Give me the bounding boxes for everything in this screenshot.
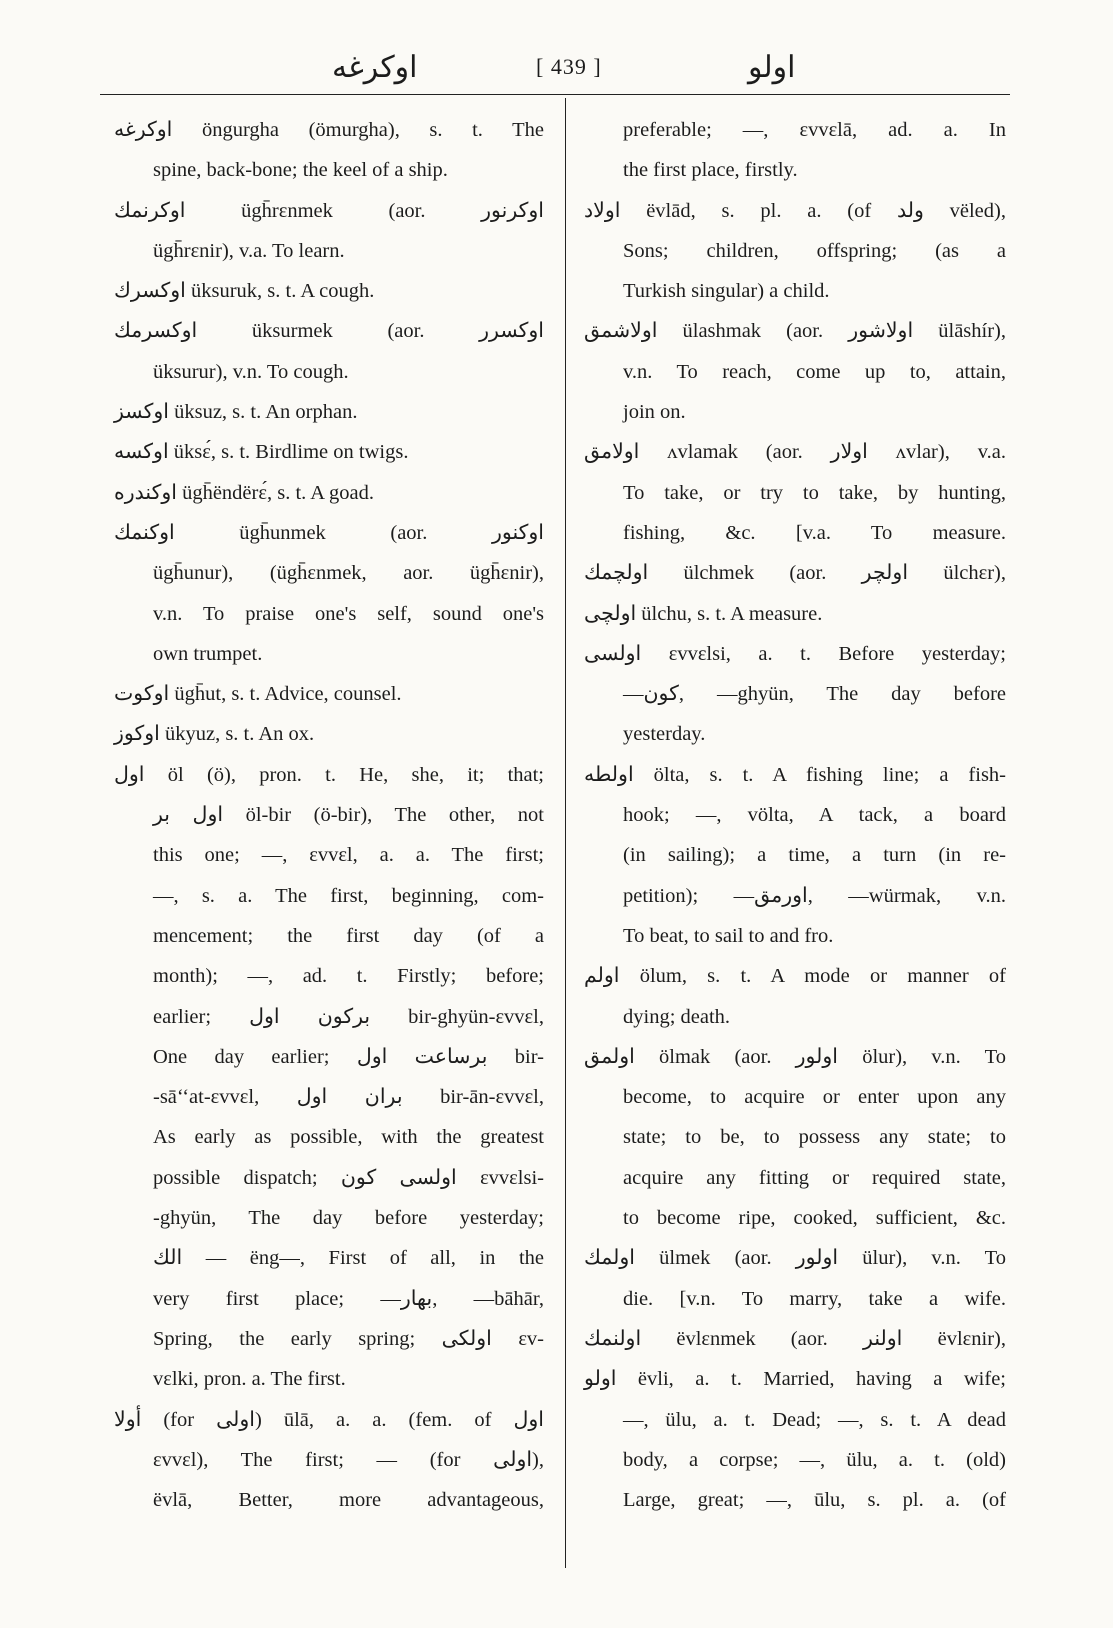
entry-line: preferable; —, ɛvvɛlā, ad. a. In	[623, 119, 1006, 141]
page-number: [ 439 ]	[536, 54, 602, 79]
header-left-word: اوكرغه	[332, 51, 418, 84]
entry-line: Spring, the early spring; اولكى ɛv-	[153, 1327, 545, 1350]
entry-line: اولچمك ülchmek (aor. اولچر ülchɛr),	[584, 562, 1006, 585]
entry-line: possible dispatch; اولسى كون ɛvvɛlsi-	[153, 1166, 544, 1189]
entry-line: اولامق ʌvlamak (aor. اولار ʌvlar), v.a.	[584, 441, 1006, 464]
entry-line: اولسى ɛvvɛlsi, a. t. Before yesterday;	[584, 642, 1006, 665]
entry-line: اول بر öl-bir (ö-bir), The other, not	[153, 804, 544, 827]
entry-line: üksurur), v.n. To cough.	[153, 360, 349, 383]
entry-line: ɛvvɛl), The first; — (for اولى),	[153, 1448, 544, 1471]
entry-line: اول öl (ö), pron. t. He, she, it; that;	[114, 763, 544, 786]
entry-line: —كون, —ghyün, The day before	[623, 683, 1006, 706]
entry-line: yesterday.	[623, 723, 706, 746]
entry-line: acquire any fitting or required state,	[623, 1166, 1006, 1189]
entry-line: اولاشمق ülashmak (aor. اولاشور ülāshír),	[584, 320, 1006, 343]
entry-line: Large, great; —, ūlu, s. pl. a. (of	[623, 1489, 1006, 1512]
entry-line: die. [v.n. To marry, take a wife.	[623, 1287, 1006, 1310]
entry-line: اولو ëvli, a. t. Married, having a wife;	[584, 1368, 1006, 1391]
entry-line: اوكسرك üksuruk, s. t. A cough.	[114, 280, 375, 303]
entry-line: اولطه ölta, s. t. A fishing line; a fish-	[584, 763, 1006, 786]
entry-line: الك — ëng—, First of all, in the	[153, 1247, 544, 1270]
entry-line: One day earlier; برساعت اول bir-	[153, 1045, 544, 1068]
entry-line: اوكنمك ügh̄unmek (aor. اوكنور	[114, 521, 544, 544]
left-column	[114, 110, 544, 1520]
entry-line: Turkish singular) a child.	[623, 280, 830, 303]
column-divider	[565, 98, 566, 1568]
entry-line: Sons; children, offspring; (as a	[623, 239, 1006, 262]
entry-line: —, s. a. The first, beginning, com-	[153, 884, 544, 907]
entry-line: اولمك ülmek (aor. اولور ülur), v.n. To	[584, 1247, 1006, 1270]
entry-line: -ghyün, The day before yesterday;	[153, 1207, 544, 1230]
entry-line: اوكرنمك ügh̄rɛnmek (aor. اوكرنور	[114, 199, 544, 222]
entry-line: اوكسرمك üksurmek (aor. اوكسرر	[114, 320, 544, 343]
entry-line: اوكرغه öngurgha (ömurgha), s. t. The	[114, 119, 544, 141]
entry-line: month); —, ad. t. Firstly; before;	[153, 965, 544, 988]
entry-line: To take, or try to take, by hunting,	[623, 481, 1006, 504]
entry-line: body, a corpse; —, ülu, a. t. (old)	[623, 1448, 1006, 1471]
entry-line: to become ripe, cooked, sufficient, &c.	[623, 1207, 1006, 1230]
entry-line: very first place; —بهار, —bāhār,	[153, 1287, 544, 1310]
entry-line: As early as possible, with the greatest	[153, 1126, 544, 1149]
entry-line: اولاد ëvlād, s. pl. a. (of ولد vëled),	[584, 199, 1006, 222]
entry-line: join on.	[623, 401, 686, 424]
entry-line: اولمق ölmak (aor. اولور ölur), v.n. To	[584, 1045, 1006, 1068]
entry-line: this one; —, ɛvvɛl, a. a. The first;	[153, 844, 544, 867]
entry-line: اوكوز ükyuz, s. t. An ox.	[114, 723, 315, 746]
entry-line: —, ülu, a. t. Dead; —, s. t. A dead	[623, 1408, 1006, 1431]
entry-line: v.n. To reach, come up to, attain,	[623, 360, 1006, 383]
entry-line: v.n. To praise one's self, sound one's	[153, 602, 544, 625]
page-header	[100, 44, 1010, 95]
right-column	[584, 110, 1006, 1520]
entry-line: own trumpet.	[153, 642, 263, 665]
entry-line: earlier; بركون اول bir-ghyün-ɛvvɛl,	[153, 1005, 544, 1028]
entry-line: أولا (for اولى) ūlā, a. a. (fem. of اول	[114, 1408, 544, 1431]
entry-line: (in sailing); a time, a turn (in re-	[623, 844, 1006, 867]
entry-line: اوكوت ügh̄ut, s. t. Advice, counsel.	[114, 683, 402, 706]
entry-line: ëvlā, Better, more advantageous,	[153, 1489, 544, 1512]
entry-line: اولنمك ëvlɛnmek (aor. اولنر ëvlɛnir),	[584, 1327, 1006, 1350]
entry-line: اوكسه üksɛ́, s. t. Birdlime on twigs.	[114, 441, 409, 464]
entry-line: اوكندره ügh̄ëndërɛ́, s. t. A goad.	[114, 481, 375, 504]
entry-line: fishing, &c. [v.a. To measure.	[623, 521, 1006, 544]
entry-line: -sā‘‘at-ɛvvɛl, بران اول bir-ān-ɛvvɛl,	[153, 1086, 545, 1109]
entry-line: dying; death.	[623, 1005, 731, 1028]
entry-line: the first place, firstly.	[623, 159, 798, 182]
header-right-word: اولو	[748, 51, 796, 84]
entry-line: vɛlki, pron. a. The first.	[153, 1368, 346, 1391]
entry-line: ügh̄unur), (ügh̄ɛnmek, aor. ügh̄ɛnir),	[153, 562, 544, 585]
entry-line: hook; —, völta, A tack, a board	[623, 804, 1006, 827]
entry-line: petition); —اورمق, —würmak, v.n.	[623, 884, 1006, 907]
entry-line: state; to be, to possess any state; to	[623, 1126, 1006, 1149]
entry-line: To beat, to sail to and fro.	[623, 924, 834, 947]
entry-line: spine, back-bone; the keel of a ship.	[153, 159, 448, 182]
entry-line: اوكسز üksuz, s. t. An orphan.	[114, 401, 358, 424]
entry-line: become, to acquire or enter upon any	[623, 1086, 1006, 1109]
entry-line: اولچى ülchu, s. t. A measure.	[584, 602, 823, 625]
entry-line: اولم ölum, s. t. A mode or manner of	[584, 965, 1006, 988]
entry-line: ügh̄rɛnir), v.a. To learn.	[153, 239, 345, 262]
entry-line: mencement; the first day (of a	[153, 924, 544, 947]
